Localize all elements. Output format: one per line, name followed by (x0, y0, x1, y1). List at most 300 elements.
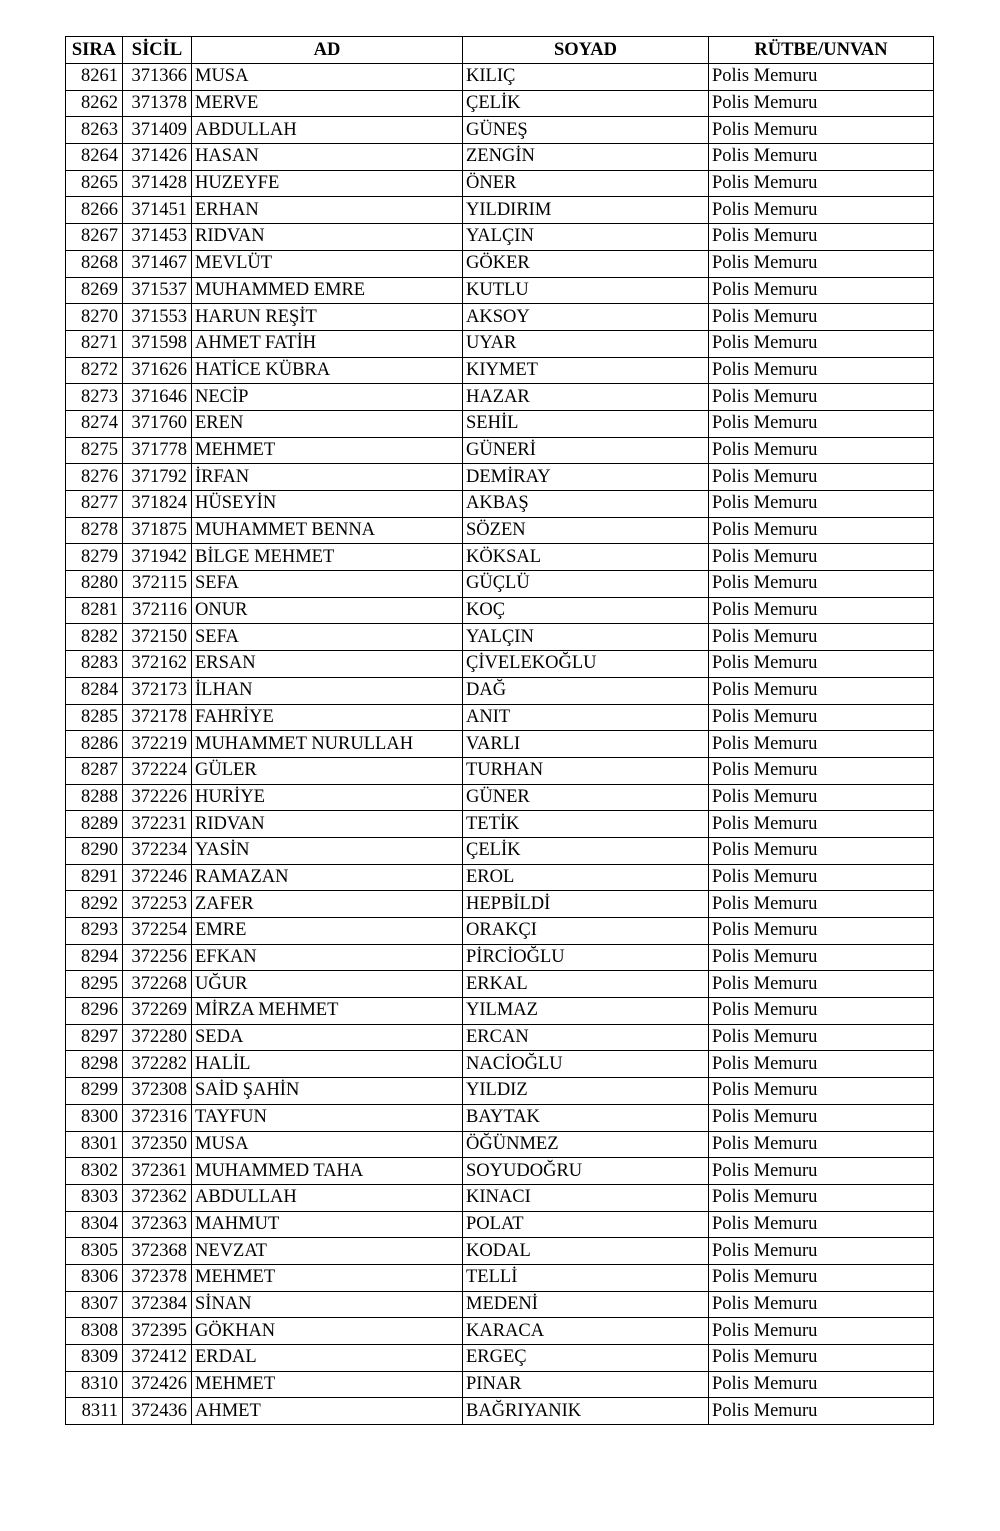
cell-ad: SEDA (192, 1024, 463, 1051)
table-row (66, 64, 934, 91)
table-row (66, 1158, 934, 1185)
cell-ad: ONUR (192, 597, 463, 624)
table-row (66, 1104, 934, 1131)
cell-sicil: 372150 (123, 624, 192, 651)
cell-rutbe-unvan: Polis Memuru (709, 357, 934, 384)
cell-ad: MUHAMMET BENNA (192, 517, 463, 544)
cell-soyad: KILIÇ (463, 64, 709, 91)
table-row (66, 864, 934, 891)
cell-soyad: ERCAN (463, 1024, 709, 1051)
cell-soyad: YILDIZ (463, 1078, 709, 1105)
cell-rutbe-unvan: Polis Memuru (709, 224, 934, 251)
cell-rutbe-unvan: Polis Memuru (709, 784, 934, 811)
cell-rutbe-unvan: Polis Memuru (709, 864, 934, 891)
cell-sira: 8272 (66, 357, 123, 384)
cell-rutbe-unvan: Polis Memuru (709, 1078, 934, 1105)
header-soyad: SOYAD (463, 37, 709, 64)
cell-soyad: VARLI (463, 731, 709, 758)
cell-rutbe-unvan: Polis Memuru (709, 971, 934, 998)
cell-ad: HARUN REŞİT (192, 304, 463, 331)
cell-soyad: GÜNERİ (463, 437, 709, 464)
personnel-list-document (65, 36, 933, 1425)
table-body (66, 64, 934, 1425)
header-sicil: SİCİL (123, 37, 192, 64)
cell-sicil: 371537 (123, 277, 192, 304)
cell-sicil: 372395 (123, 1318, 192, 1345)
cell-ad: İRFAN (192, 464, 463, 491)
table-row (66, 437, 934, 464)
cell-sira: 8268 (66, 250, 123, 277)
cell-ad: SİNAN (192, 1291, 463, 1318)
cell-soyad: KINACI (463, 1184, 709, 1211)
cell-soyad: ORAKÇI (463, 918, 709, 945)
cell-rutbe-unvan: Polis Memuru (709, 1345, 934, 1372)
cell-sira: 8294 (66, 944, 123, 971)
cell-sicil: 372362 (123, 1184, 192, 1211)
table-row (66, 90, 934, 117)
cell-soyad: ÖĞÜNMEZ (463, 1131, 709, 1158)
cell-ad: AHMET (192, 1398, 463, 1425)
table-row (66, 1345, 934, 1372)
cell-soyad: ÇELİK (463, 837, 709, 864)
cell-rutbe-unvan: Polis Memuru (709, 731, 934, 758)
cell-ad: GÜLER (192, 757, 463, 784)
cell-sira: 8310 (66, 1371, 123, 1398)
cell-rutbe-unvan: Polis Memuru (709, 571, 934, 598)
cell-soyad: HAZAR (463, 384, 709, 411)
cell-sira: 8307 (66, 1291, 123, 1318)
cell-sira: 8283 (66, 651, 123, 678)
cell-soyad: BAYTAK (463, 1104, 709, 1131)
table-row (66, 330, 934, 357)
table-row (66, 1051, 934, 1078)
cell-ad: HUZEYFE (192, 170, 463, 197)
cell-sira: 8269 (66, 277, 123, 304)
cell-sira: 8292 (66, 891, 123, 918)
cell-ad: RIDVAN (192, 224, 463, 251)
cell-rutbe-unvan: Polis Memuru (709, 918, 934, 945)
cell-soyad: ERKAL (463, 971, 709, 998)
cell-rutbe-unvan: Polis Memuru (709, 437, 934, 464)
table-row (66, 1398, 934, 1425)
cell-soyad: ANIT (463, 704, 709, 731)
cell-soyad: KIYMET (463, 357, 709, 384)
cell-sicil: 372426 (123, 1371, 192, 1398)
cell-soyad: SOYUDOĞRU (463, 1158, 709, 1185)
cell-sira: 8267 (66, 224, 123, 251)
cell-ad: HALİL (192, 1051, 463, 1078)
table-row (66, 197, 934, 224)
cell-soyad: POLAT (463, 1211, 709, 1238)
cell-sira: 8262 (66, 90, 123, 117)
cell-ad: YASİN (192, 837, 463, 864)
cell-soyad: MEDENİ (463, 1291, 709, 1318)
cell-soyad: YALÇIN (463, 624, 709, 651)
cell-soyad: GÜNEŞ (463, 117, 709, 144)
table-row (66, 544, 934, 571)
cell-soyad: EROL (463, 864, 709, 891)
cell-ad: ERHAN (192, 197, 463, 224)
table-row (66, 1238, 934, 1265)
cell-soyad: AKBAŞ (463, 491, 709, 518)
cell-ad: GÖKHAN (192, 1318, 463, 1345)
cell-sira: 8290 (66, 837, 123, 864)
cell-sira: 8274 (66, 410, 123, 437)
cell-sira: 8280 (66, 571, 123, 598)
cell-sicil: 372246 (123, 864, 192, 891)
cell-ad: UĞUR (192, 971, 463, 998)
table-row (66, 410, 934, 437)
cell-rutbe-unvan: Polis Memuru (709, 891, 934, 918)
cell-sicil: 371378 (123, 90, 192, 117)
cell-sira: 8298 (66, 1051, 123, 1078)
cell-sicil: 372162 (123, 651, 192, 678)
cell-sicil: 371426 (123, 144, 192, 171)
cell-sicil: 371598 (123, 330, 192, 357)
cell-rutbe-unvan: Polis Memuru (709, 1024, 934, 1051)
cell-sira: 8264 (66, 144, 123, 171)
table-row (66, 597, 934, 624)
table-row (66, 704, 934, 731)
cell-rutbe-unvan: Polis Memuru (709, 944, 934, 971)
cell-sira: 8281 (66, 597, 123, 624)
cell-sira: 8297 (66, 1024, 123, 1051)
cell-rutbe-unvan: Polis Memuru (709, 1211, 934, 1238)
table-row (66, 1184, 934, 1211)
table-row (66, 624, 934, 651)
cell-soyad: SEHİL (463, 410, 709, 437)
table-row (66, 784, 934, 811)
cell-rutbe-unvan: Polis Memuru (709, 1318, 934, 1345)
table-row (66, 1131, 934, 1158)
cell-rutbe-unvan: Polis Memuru (709, 330, 934, 357)
cell-sicil: 372234 (123, 837, 192, 864)
cell-ad: TAYFUN (192, 1104, 463, 1131)
cell-sicil: 372350 (123, 1131, 192, 1158)
cell-ad: MEHMET (192, 1371, 463, 1398)
table-row (66, 1211, 934, 1238)
cell-sira: 8271 (66, 330, 123, 357)
table-row (66, 731, 934, 758)
table-row (66, 1371, 934, 1398)
cell-sicil: 372363 (123, 1211, 192, 1238)
cell-soyad: ÖNER (463, 170, 709, 197)
cell-rutbe-unvan: Polis Memuru (709, 837, 934, 864)
cell-sicil: 371366 (123, 64, 192, 91)
cell-rutbe-unvan: Polis Memuru (709, 117, 934, 144)
cell-sira: 8309 (66, 1345, 123, 1372)
cell-ad: RAMAZAN (192, 864, 463, 891)
cell-rutbe-unvan: Polis Memuru (709, 64, 934, 91)
cell-sicil: 371409 (123, 117, 192, 144)
table-row (66, 944, 934, 971)
cell-soyad: YILMAZ (463, 998, 709, 1025)
cell-ad: MUHAMMED EMRE (192, 277, 463, 304)
table-row (66, 571, 934, 598)
cell-sicil: 372316 (123, 1104, 192, 1131)
cell-rutbe-unvan: Polis Memuru (709, 704, 934, 731)
cell-sicil: 372282 (123, 1051, 192, 1078)
cell-sira: 8273 (66, 384, 123, 411)
cell-sicil: 372384 (123, 1291, 192, 1318)
table-row (66, 1291, 934, 1318)
cell-ad: EMRE (192, 918, 463, 945)
cell-rutbe-unvan: Polis Memuru (709, 304, 934, 331)
cell-sira: 8276 (66, 464, 123, 491)
cell-sicil: 372256 (123, 944, 192, 971)
cell-soyad: GÜÇLÜ (463, 571, 709, 598)
cell-rutbe-unvan: Polis Memuru (709, 1291, 934, 1318)
cell-ad: MUSA (192, 1131, 463, 1158)
table-row (66, 117, 934, 144)
cell-soyad: DAĞ (463, 677, 709, 704)
cell-sira: 8295 (66, 971, 123, 998)
cell-rutbe-unvan: Polis Memuru (709, 250, 934, 277)
cell-sira: 8304 (66, 1211, 123, 1238)
cell-sicil: 372269 (123, 998, 192, 1025)
cell-rutbe-unvan: Polis Memuru (709, 197, 934, 224)
cell-ad: EREN (192, 410, 463, 437)
cell-ad: ERDAL (192, 1345, 463, 1372)
cell-sira: 8303 (66, 1184, 123, 1211)
cell-sira: 8278 (66, 517, 123, 544)
cell-sira: 8308 (66, 1318, 123, 1345)
cell-ad: ERSAN (192, 651, 463, 678)
cell-sicil: 372361 (123, 1158, 192, 1185)
cell-rutbe-unvan: Polis Memuru (709, 1051, 934, 1078)
cell-sicil: 372224 (123, 757, 192, 784)
cell-ad: MUSA (192, 64, 463, 91)
cell-soyad: YALÇIN (463, 224, 709, 251)
table-row (66, 651, 934, 678)
cell-rutbe-unvan: Polis Memuru (709, 90, 934, 117)
cell-sicil: 371760 (123, 410, 192, 437)
cell-sira: 8266 (66, 197, 123, 224)
cell-rutbe-unvan: Polis Memuru (709, 677, 934, 704)
cell-sira: 8261 (66, 64, 123, 91)
table-row (66, 971, 934, 998)
table-row (66, 891, 934, 918)
cell-rutbe-unvan: Polis Memuru (709, 1264, 934, 1291)
cell-ad: NEVZAT (192, 1238, 463, 1265)
table-row (66, 277, 934, 304)
header-rutbe-unvan: RÜTBE/UNVAN (709, 37, 934, 64)
table-row (66, 464, 934, 491)
cell-sicil: 371428 (123, 170, 192, 197)
cell-ad: ABDULLAH (192, 117, 463, 144)
table-row (66, 304, 934, 331)
cell-sira: 8300 (66, 1104, 123, 1131)
cell-rutbe-unvan: Polis Memuru (709, 624, 934, 651)
cell-sicil: 372308 (123, 1078, 192, 1105)
cell-rutbe-unvan: Polis Memuru (709, 651, 934, 678)
cell-sira: 8279 (66, 544, 123, 571)
cell-ad: RIDVAN (192, 811, 463, 838)
cell-sicil: 371451 (123, 197, 192, 224)
table-row (66, 1078, 934, 1105)
cell-sira: 8302 (66, 1158, 123, 1185)
cell-ad: HÜSEYİN (192, 491, 463, 518)
cell-sira: 8306 (66, 1264, 123, 1291)
cell-soyad: BAĞRIYANIK (463, 1398, 709, 1425)
cell-ad: HASAN (192, 144, 463, 171)
cell-sira: 8285 (66, 704, 123, 731)
cell-soyad: PİRCİOĞLU (463, 944, 709, 971)
cell-ad: MEHMET (192, 437, 463, 464)
cell-ad: MUHAMMED TAHA (192, 1158, 463, 1185)
cell-soyad: TETİK (463, 811, 709, 838)
cell-ad: AHMET FATİH (192, 330, 463, 357)
cell-rutbe-unvan: Polis Memuru (709, 384, 934, 411)
table-row (66, 811, 934, 838)
table-row (66, 250, 934, 277)
cell-ad: MUHAMMET NURULLAH (192, 731, 463, 758)
table-row (66, 224, 934, 251)
cell-sicil: 371467 (123, 250, 192, 277)
table-row (66, 677, 934, 704)
cell-sicil: 372254 (123, 918, 192, 945)
table-row (66, 1024, 934, 1051)
cell-sira: 8311 (66, 1398, 123, 1425)
cell-ad: NECİP (192, 384, 463, 411)
cell-sicil: 372280 (123, 1024, 192, 1051)
table-row (66, 757, 934, 784)
cell-rutbe-unvan: Polis Memuru (709, 517, 934, 544)
cell-soyad: KUTLU (463, 277, 709, 304)
cell-sicil: 371792 (123, 464, 192, 491)
cell-sicil: 371626 (123, 357, 192, 384)
cell-sira: 8288 (66, 784, 123, 811)
cell-ad: MAHMUT (192, 1211, 463, 1238)
cell-sira: 8301 (66, 1131, 123, 1158)
cell-rutbe-unvan: Polis Memuru (709, 757, 934, 784)
cell-ad: MEVLÜT (192, 250, 463, 277)
cell-rutbe-unvan: Polis Memuru (709, 170, 934, 197)
cell-rutbe-unvan: Polis Memuru (709, 1184, 934, 1211)
cell-sicil: 372219 (123, 731, 192, 758)
cell-sira: 8265 (66, 170, 123, 197)
cell-sicil: 372116 (123, 597, 192, 624)
cell-ad: MEHMET (192, 1264, 463, 1291)
cell-sicil: 371875 (123, 517, 192, 544)
cell-soyad: ZENGİN (463, 144, 709, 171)
cell-soyad: PINAR (463, 1371, 709, 1398)
table-row (66, 170, 934, 197)
cell-rutbe-unvan: Polis Memuru (709, 998, 934, 1025)
cell-ad: FAHRİYE (192, 704, 463, 731)
table-row (66, 517, 934, 544)
cell-soyad: SÖZEN (463, 517, 709, 544)
cell-soyad: TELLİ (463, 1264, 709, 1291)
table-row (66, 1318, 934, 1345)
cell-sicil: 372178 (123, 704, 192, 731)
header-sira: SIRA (66, 37, 123, 64)
cell-soyad: KOÇ (463, 597, 709, 624)
cell-soyad: ERGEÇ (463, 1345, 709, 1372)
cell-sicil: 372412 (123, 1345, 192, 1372)
cell-soyad: HEPBİLDİ (463, 891, 709, 918)
cell-rutbe-unvan: Polis Memuru (709, 1104, 934, 1131)
cell-rutbe-unvan: Polis Memuru (709, 277, 934, 304)
cell-rutbe-unvan: Polis Memuru (709, 1158, 934, 1185)
cell-soyad: KÖKSAL (463, 544, 709, 571)
cell-sira: 8299 (66, 1078, 123, 1105)
table-row (66, 998, 934, 1025)
cell-sira: 8284 (66, 677, 123, 704)
cell-sicil: 372368 (123, 1238, 192, 1265)
cell-sira: 8293 (66, 918, 123, 945)
cell-ad: SAİD ŞAHİN (192, 1078, 463, 1105)
cell-sira: 8263 (66, 117, 123, 144)
cell-soyad: YILDIRIM (463, 197, 709, 224)
cell-ad: EFKAN (192, 944, 463, 971)
cell-rutbe-unvan: Polis Memuru (709, 144, 934, 171)
cell-rutbe-unvan: Polis Memuru (709, 1238, 934, 1265)
cell-ad: BİLGE MEHMET (192, 544, 463, 571)
cell-soyad: AKSOY (463, 304, 709, 331)
table-row (66, 918, 934, 945)
cell-sira: 8282 (66, 624, 123, 651)
cell-sira: 8289 (66, 811, 123, 838)
table-header-row (66, 37, 934, 64)
cell-sicil: 371942 (123, 544, 192, 571)
cell-sicil: 372173 (123, 677, 192, 704)
cell-ad: ZAFER (192, 891, 463, 918)
cell-rutbe-unvan: Polis Memuru (709, 597, 934, 624)
cell-sicil: 371453 (123, 224, 192, 251)
cell-ad: MERVE (192, 90, 463, 117)
cell-soyad: NACİOĞLU (463, 1051, 709, 1078)
cell-rutbe-unvan: Polis Memuru (709, 464, 934, 491)
cell-sira: 8291 (66, 864, 123, 891)
cell-sicil: 372378 (123, 1264, 192, 1291)
cell-sicil: 372231 (123, 811, 192, 838)
cell-rutbe-unvan: Polis Memuru (709, 491, 934, 518)
cell-sicil: 371824 (123, 491, 192, 518)
cell-sicil: 371778 (123, 437, 192, 464)
cell-soyad: KODAL (463, 1238, 709, 1265)
cell-rutbe-unvan: Polis Memuru (709, 811, 934, 838)
table-row (66, 144, 934, 171)
cell-ad: İLHAN (192, 677, 463, 704)
cell-ad: SEFA (192, 624, 463, 651)
cell-soyad: GÖKER (463, 250, 709, 277)
cell-ad: SEFA (192, 571, 463, 598)
cell-sira: 8277 (66, 491, 123, 518)
cell-sira: 8275 (66, 437, 123, 464)
table-row (66, 491, 934, 518)
table-row (66, 357, 934, 384)
table-row (66, 1264, 934, 1291)
cell-sicil: 371553 (123, 304, 192, 331)
cell-rutbe-unvan: Polis Memuru (709, 1131, 934, 1158)
cell-ad: HURİYE (192, 784, 463, 811)
cell-ad: HATİCE KÜBRA (192, 357, 463, 384)
cell-soyad: GÜNER (463, 784, 709, 811)
cell-rutbe-unvan: Polis Memuru (709, 410, 934, 437)
cell-rutbe-unvan: Polis Memuru (709, 1371, 934, 1398)
cell-sicil: 372436 (123, 1398, 192, 1425)
cell-soyad: KARACA (463, 1318, 709, 1345)
cell-sira: 8270 (66, 304, 123, 331)
cell-soyad: ÇİVELEKOĞLU (463, 651, 709, 678)
cell-ad: MİRZA MEHMET (192, 998, 463, 1025)
personnel-table (65, 36, 934, 1425)
cell-soyad: ÇELİK (463, 90, 709, 117)
table-row (66, 384, 934, 411)
cell-rutbe-unvan: Polis Memuru (709, 1398, 934, 1425)
cell-sira: 8286 (66, 731, 123, 758)
